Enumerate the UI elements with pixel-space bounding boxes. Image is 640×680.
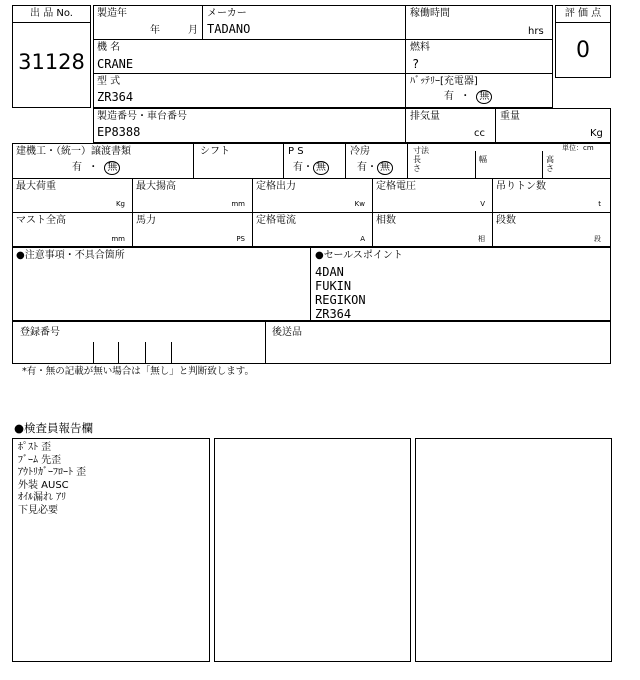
dimensions-unit: 単位：cm: [562, 144, 594, 152]
maker-value: TADANO: [207, 22, 251, 36]
type-value: ZR364: [97, 90, 134, 104]
spec-r1-col-1: [193, 143, 194, 178]
month-unit: 月: [188, 25, 198, 36]
top-col-line-2: [405, 5, 406, 108]
sales-point-item-2: FUKIN: [315, 279, 352, 293]
battery-yes: 有: [444, 91, 454, 102]
fuel-label: 燃料: [410, 42, 430, 53]
battery-choice: [444, 90, 492, 104]
serial-value: EP8388: [97, 125, 141, 139]
inspector-panel-2: [214, 438, 411, 662]
sales-points-label: ●セールスポイント: [315, 250, 403, 261]
registration-label: 登録番号: [20, 327, 60, 338]
spec-r1-c2-label: 最大揚高: [136, 181, 176, 192]
inspector-line-6: 下見必要: [18, 504, 58, 516]
spec-r1-c3-unit: Kw: [354, 200, 365, 208]
spec-row-line-2: [12, 212, 611, 213]
dimensions-height: 高 さ: [546, 155, 554, 173]
lot-divider: [12, 22, 91, 23]
grade-value: 0: [576, 38, 590, 63]
shift-label: シフト: [200, 146, 230, 157]
grade-divider: [555, 22, 611, 23]
cooler-dot: ・: [367, 162, 377, 173]
top-col-line-1: [202, 5, 203, 39]
spec-r1-dim-col-2: [542, 151, 543, 178]
sales-point-item-1: 4DAN: [315, 265, 344, 279]
dimensions-label: 寸法: [413, 146, 429, 155]
spec-r2-c1-label: マスト全高: [16, 215, 66, 226]
cooler-no-circled: 無: [377, 161, 393, 175]
model-name-label: 機 名: [97, 42, 121, 53]
transfer-doc-label: 建機工・（統一）譲渡書類: [16, 146, 131, 157]
battery-label: ﾊﾞｯﾃﾘｰ[充電器]: [410, 76, 478, 87]
transfer-doc-choice: [72, 161, 120, 175]
manufacture-year-label: 製造年: [97, 8, 127, 19]
hours-label: 稼働時間: [410, 8, 450, 19]
ps-dot: ・: [303, 162, 313, 173]
registration-tick-1: [93, 342, 94, 364]
year-unit: 年: [150, 25, 160, 36]
registration-divider: [265, 321, 266, 364]
fuel-value: ?: [412, 57, 420, 71]
spec-r1-col-2: [283, 143, 284, 178]
inspector-line-1: ﾎﾟｽﾄ 歪: [18, 442, 52, 453]
ps-no-circled: 無: [313, 161, 329, 175]
cooler-label: 冷房: [350, 146, 370, 157]
top-row-line-1: [93, 39, 553, 40]
inspector-line-3: ｱｳﾄﾘｶﾞｰﾌﾛｰﾄ 歪: [18, 467, 87, 478]
spec-r2-c1-unit: mm: [111, 235, 125, 243]
spec-r1-c4-unit: V: [480, 200, 485, 208]
ps-choice: [293, 161, 329, 175]
dimensions-length: 長 さ: [413, 155, 421, 173]
inspector-panel-1-text: [18, 442, 86, 517]
lot-label: 出 品 No.: [30, 8, 73, 19]
displacement-unit: cc: [474, 128, 485, 139]
transfer-doc-yes: 有: [72, 162, 82, 173]
spec-row-line-1: [12, 178, 611, 179]
lot-number: 31128: [18, 50, 85, 74]
dimensions-width: 幅: [479, 155, 487, 164]
transfer-doc-no-circled: 無: [104, 161, 120, 175]
ps-label: P S: [288, 146, 304, 157]
spec-grid-box: [12, 143, 611, 247]
cooler-choice: [357, 161, 393, 175]
spec-r1-c5-label: 吊りトン数: [496, 181, 546, 192]
spec-r1-c5-unit: t: [598, 200, 601, 208]
spec-r2-c5-unit: 段: [594, 235, 601, 243]
displacement-label: 排気量: [410, 111, 440, 122]
registration-tick-2: [118, 342, 119, 364]
spec-r2-c5-label: 段数: [496, 215, 516, 226]
inspector-line-4: 外装 AUSC: [18, 479, 69, 491]
notes-divider: [310, 247, 311, 321]
maker-label: メーカー: [207, 8, 247, 19]
model-name-value: CRANE: [97, 57, 134, 71]
serial-col-line-2: [495, 108, 496, 143]
battery-no-circled: 無: [476, 90, 492, 104]
footnote: *有・無の記載が無い場合は「無し」と判断致します。: [22, 366, 254, 377]
spec-r1-c4-label: 定格電圧: [376, 181, 416, 192]
registration-box: [12, 321, 611, 364]
weight-label: 重量: [500, 111, 520, 122]
spec-r1-col-4: [407, 143, 408, 178]
battery-dot: ・: [460, 91, 471, 102]
top-row-line-2: [93, 73, 553, 74]
serial-col-line-1: [405, 108, 406, 143]
spec-r1-c3-label: 定格出力: [256, 181, 296, 192]
transfer-doc-dot: ・: [88, 162, 99, 173]
inspector-line-2: ﾌﾞｰﾑ 先歪: [18, 454, 62, 466]
ps-yes: 有: [293, 162, 303, 173]
spec-r1-col-3: [345, 143, 346, 178]
notes-label: ●注意事項・不具合箇所: [16, 250, 125, 261]
spec-r1-c1-unit: Kg: [115, 200, 125, 208]
spec-r2-c4-label: 相数: [376, 215, 396, 226]
cooler-yes: 有: [357, 162, 367, 173]
spec-r1-c2-unit: mm: [231, 200, 245, 208]
sales-point-item-3: REGIKON: [315, 293, 366, 307]
inspector-line-5: ｵｲﾙ漏れ ｱﾘ: [18, 492, 67, 503]
shipping-label: 後送品: [272, 327, 302, 338]
spec-r1-dim-col-1: [475, 151, 476, 178]
inspector-panel-3: [415, 438, 612, 662]
spec-r2-c3-label: 定格電流: [256, 215, 296, 226]
spec-r2-c3-unit: A: [360, 235, 365, 243]
hours-unit: hrs: [528, 26, 544, 37]
registration-tick-4: [171, 342, 172, 364]
spec-r1-c1-label: 最大荷重: [16, 181, 56, 192]
weight-unit: Kg: [590, 128, 603, 139]
inspector-title: ●検査員報告欄: [14, 421, 94, 435]
sales-point-item-4: ZR364: [315, 307, 352, 321]
serial-label: 製造番号・車台番号: [97, 111, 187, 122]
spec-r2-c2-unit: PS: [236, 235, 245, 243]
spec-r2-c2-label: 馬力: [136, 215, 156, 226]
grade-label: 評 価 点: [564, 8, 602, 19]
type-label: 型 式: [97, 76, 121, 87]
spec-r2-c4-unit: 相: [478, 235, 485, 243]
registration-tick-3: [145, 342, 146, 364]
